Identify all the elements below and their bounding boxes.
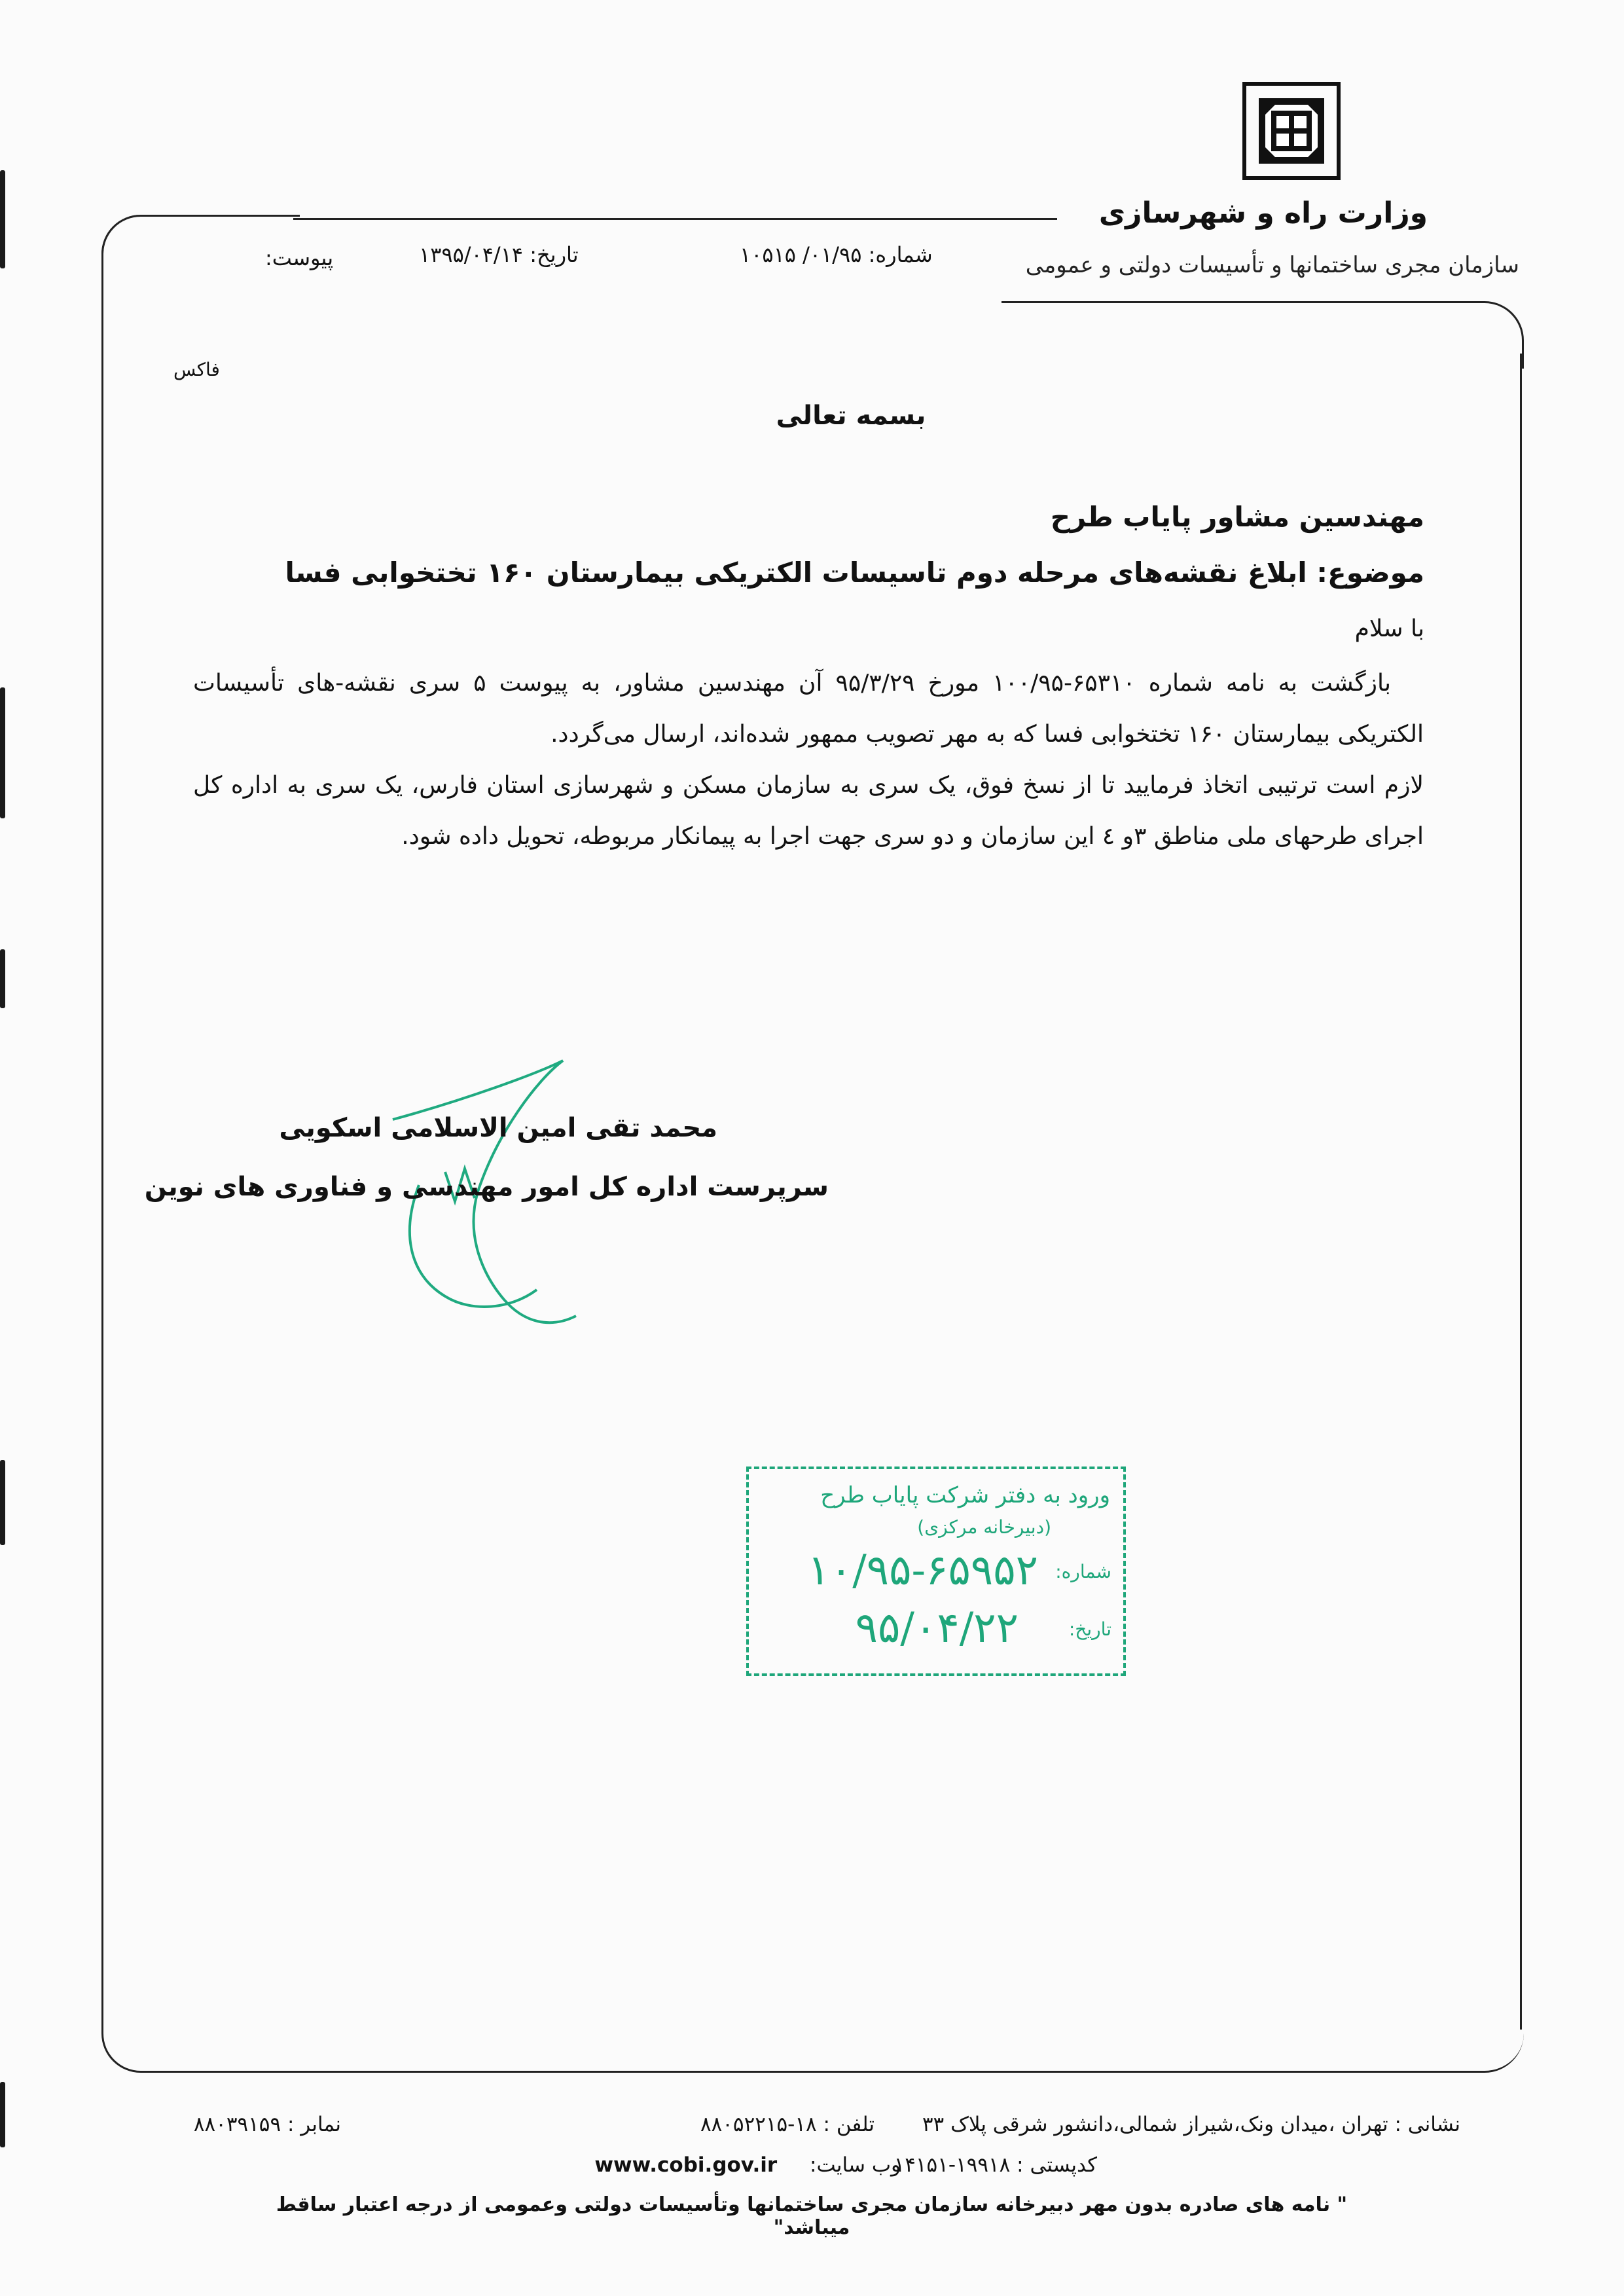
stamp-date: ۹۵/۰۴/۲۲ — [855, 1604, 1019, 1652]
frame-edge — [1520, 354, 1522, 2030]
signer-title: سرپرست اداره کل امور مهندسی و فناوری های نوین — [144, 1172, 829, 1202]
scan-edge-mark — [0, 1460, 5, 1545]
footer-fax: نمابر : ۸۸۰۳۹۱۵۹ — [193, 2113, 341, 2136]
stamp-title: ورود به دفتر شرکت پایاب طرح — [820, 1482, 1110, 1508]
scan-edge-mark — [0, 687, 5, 818]
date-value: ۱۳۹۵/۰۴/۱۴ — [419, 242, 524, 267]
receipt-stamp — [746, 1467, 1126, 1676]
greeting: با سلام — [1354, 615, 1424, 642]
body-paragraph: لازم است ترتیبی اتخاذ فرمایید تا از نسخ فوق، یک سری به سازمان مسکن و شهرسازی استان فارس، یک سری به اداره کل اجرای طرحهای ملی مناطق ۳و ٤ این سازمان و دو سری جهت اجرا به پیمانکار مربوطه، تحویل داده شود. — [193, 772, 1424, 850]
letter-body — [193, 658, 1424, 862]
date-label: تاریخ: — [530, 242, 579, 267]
letter-number — [740, 242, 933, 267]
website-label: وب سایت: — [810, 2153, 901, 2177]
signer-name: محمد تقی امین الاسلامی اسکویی — [279, 1113, 717, 1143]
scan-edge-mark — [0, 170, 5, 268]
scan-edge-mark — [0, 2082, 5, 2147]
website-link[interactable]: www.cobi.gov.ir — [594, 2153, 778, 2177]
footer-website — [594, 2153, 901, 2177]
letter-date — [419, 242, 579, 267]
number-label: شماره: — [868, 242, 933, 267]
footer-address: نشانی : تهران ،میدان ونک،شیراز شمالی،دانشور شرقی پلاک ۳۳ — [922, 2113, 1460, 2136]
signature-scribble — [367, 1041, 707, 1381]
scan-edge-mark — [0, 949, 5, 1008]
stamp-number: ۱۰/۹۵-۶۵۹۵۲ — [807, 1546, 1038, 1595]
organization-name: سازمان مجری ساختمانها و تأسیسات دولتی و عمومی — [1025, 252, 1519, 278]
body-paragraph: بازگشت به نامه شماره ۶۵۳۱۰-۱۰۰/۹۵ مورخ ۹۵/۳/۲۹ آن مهندسین مشاور، به پیوست ۵ سری نقشه-های تأسیسات الکتریکی بیمارستان ۱۶۰ تختخوابی فسا که به مهر تصویب ممهور شده‌اند، ارسال می‌گردد. — [193, 670, 1424, 748]
footer-disclaimer: " نامه های صادره بدون مهر دبیرخانه سازمان مجری ساختمانها وتأسیسات دولتی وعمومی از درجه اعتبار ساقط میباشد" — [276, 2193, 1348, 2239]
attachment-label: پیوست: — [265, 246, 334, 270]
stamp-subtitle: (دبیرخانه مرکزی) — [917, 1516, 1051, 1538]
footer-phone: تلفن : ۱۸-۸۸۰۵۲۲۱۵ — [700, 2113, 875, 2136]
frame-corner — [1001, 301, 1524, 369]
recipient: مهندسین مشاور پایاب طرح — [1050, 501, 1424, 533]
ministry-name: وزارت راه و شهرسازی — [1098, 196, 1428, 230]
letter-frame — [101, 215, 1524, 2073]
stamp-number-label: شماره: — [1055, 1561, 1111, 1582]
ministry-logo-icon — [1242, 82, 1341, 180]
subject-line: موضوع: ابلاغ نقشه‌های مرحله دوم تاسیسات الکتریکی بیمارستان ۱۶۰ تختخوابی فسا — [285, 556, 1424, 589]
fax-label: فاکس — [173, 359, 220, 380]
footer-postal-code: کدپستی : ۱۹۹۱۸-۱۴۱۵۱ — [893, 2153, 1097, 2177]
basmala: بسمه تعالی — [776, 401, 926, 431]
number-value: ۰۱/۹۵/ ۱۰۵۱۵ — [740, 242, 862, 267]
stamp-date-label: تاریخ: — [1068, 1618, 1111, 1640]
